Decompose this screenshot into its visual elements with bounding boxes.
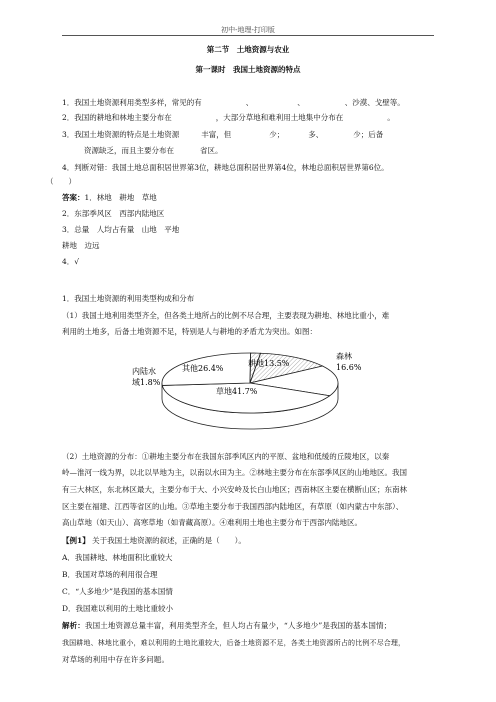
section-1-heading: 1．我国土地资源的利用类型构成和分布 [62,294,195,303]
label-forest-2: 16.6% [336,363,362,372]
section-1-p2-line4: 区主要在福建、江西等省区的山地。③草地主要分布于我国西部内陆地区，有草原（如内蒙古中东部）、 [62,502,404,511]
explanation-line3: 对草场的利用中存在许多问题。 [62,655,170,664]
label-other: 其他26.4% [182,364,224,373]
answer-label: 答案： [62,193,85,202]
answer-2: 2．东部季风区 西部内陆地区 [62,209,165,218]
answer-3: 3．总量 人均占有量 山地 平地 [62,225,180,234]
page-header: 初中-地理-打印版 [221,26,275,34]
section-title: 第二节 土地资源与农业 [206,45,290,54]
lesson-title: 第一课时 我国土地资源的特点 [195,65,301,74]
section-1-p2-line5: 高山草地（如天山）、高寒草地（如青藏高原）。④难利用土地也主要分布于西部内陆地区。 [62,518,362,527]
option-b: B．我国对草场的利用很合理 [62,570,158,579]
option-c: C．“人多地少”是我国的基本国情 [62,587,173,596]
question-1: 1．我国土地资源利用类型多样，常见的有 、 、 、沙漠、戈壁等。 [62,98,405,107]
label-forest-1: 森林 [336,352,352,361]
option-a: A．我国耕地、林地面积比重较大 [62,553,173,562]
label-grassland: 草地41.7% [216,387,258,396]
land-use-pie-chart [130,343,370,443]
answer-4: 4．√ [62,257,80,266]
question-4: 4．判断对错：我国土地总面积居世界第3位，耕地总面积居世界第4位，林地总面积居世界第6位。 [62,163,389,172]
answer-3-cont: 耕地 边远 [62,241,100,250]
label-cropland: 耕地13.5% [248,359,290,368]
question-3: 3．我国土地资源的特点是土地资源 丰富，但 少； 多、 少；后备 [62,130,384,139]
example-stem: 关于我国土地资源的叙述，正确的是（ ）。 [92,536,246,545]
answer-1: 答案：1．林地 耕地 草地 [62,193,157,202]
section-1-p2-line1: （2）土地资源的分布：①耕地主要分布在我国东部季风区内的平原、盆地和低缓的丘陵地区，以秦 [62,452,390,461]
example-tag: 【例1】 [62,536,90,545]
label-inland-2: 域1.8% [132,378,161,387]
question-2: 2．我国的耕地和林地主要分布在 ，大部分草地和难利用土地集中分布在 。 [62,113,395,122]
example-1 [62,536,434,546]
explanation-line2: 我国耕地、林地比重小，难以利用的土地比重较大，后备土地资源不足，各类土地资源所占的比例不尽合理， [62,639,406,647]
option-d: D．我国难以利用的土地比重较小 [62,604,174,613]
section-1-p2-line3: 有三大林区，东北林区最大，主要分布于大、小兴安岭及长白山地区；西南林区主要在横断山区；东南林 [62,485,407,494]
label-inland-1: 内陆水 [132,367,156,376]
question-3-cont: 资源缺乏，而且主要分布在 省区。 [84,146,223,155]
header-rule [62,35,434,36]
explanation-label: 解析： [62,621,85,630]
section-1-p1-line2: 利用的土地多，后备土地资源不足，特别是人与耕地的矛盾尤为突出。如图： [62,327,317,336]
question-4-bracket: （ ） [46,177,76,186]
section-1-p1-line1: （1）我国土地利用类型齐全，但各类土地所占的比例不尽合理，主要表现为耕地、林地比重小，难 [62,311,390,320]
explanation-line1: 解析：我国土地资源总量丰富，利用类型齐全，但人均占有量少，“人多地少”是我国的基本国情； [62,621,392,630]
section-1-p2-line2: 岭—淮河一线为界，以北以旱地为主，以南以水田为主。②林地主要分布在东部季风区的山地地区。我国 [62,468,407,477]
